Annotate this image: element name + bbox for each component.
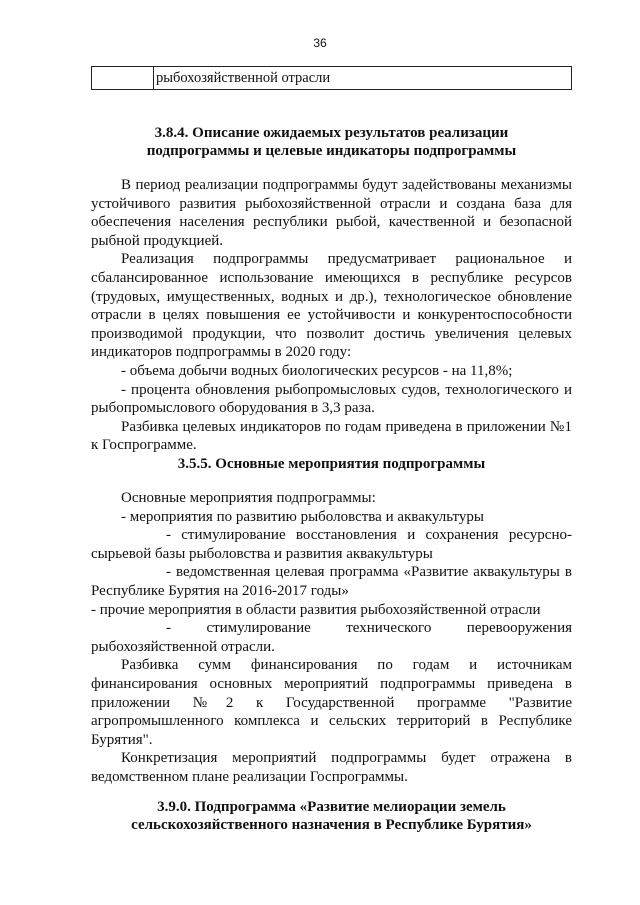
table-cell-empty — [92, 67, 154, 89]
list-item: - мероприятия по развитию рыболовства и аквакультуры — [121, 508, 484, 525]
paragraph: Конкретизация мероприятий подпрограммы будет отражена в ведомственном плане реализации Госпрограммы. — [91, 750, 572, 785]
section-heading — [91, 124, 572, 160]
paragraph: Разбивка целевых индикаторов по годам приведена в приложении №1 к Госпрограмме. — [91, 418, 572, 454]
table-row — [91, 66, 572, 90]
heading-line: 3.9.0. Подпрограмма «Развитие мелиорации земель — [157, 799, 506, 815]
list-item: - стимулирование восстановления и сохранения ресурсно-сырьевой базы рыболовства и развития аквакультуры — [91, 527, 572, 562]
table-cell-text: рыбохозяйственной отрасли — [156, 70, 331, 86]
page-number: 36 — [313, 36, 327, 50]
heading-line: подпрограммы и целевые индикаторы подпрограммы — [146, 143, 517, 159]
list-item: - процента обновления рыбопромысловых судов, технологического и рыбопромыслового оборудования в 3,3 раза. — [91, 381, 572, 417]
section-body — [91, 176, 572, 455]
paragraph: В период реализации подпрограммы будут задействованы механизмы устойчивого развития рыбохозяйственной отрасли и создана база для обеспечения населения республики рыбой, качественной и безопасной рыбной продукцией. — [91, 177, 572, 249]
heading-line: 3.8.4. Описание ожидаемых результатов реализации — [154, 125, 509, 141]
section-heading: 3.5.5. Основные мероприятия подпрограммы — [177, 456, 486, 472]
list-item: - ведомственная целевая программа «Развитие аквакультуры в Республике Бурятия на 2016-2017 годы» — [91, 564, 572, 599]
paragraph: Реализация подпрограммы предусматривает рациональное и сбалансированное использование имеющихся в республике ресурсов (трудовых, имущественных, водных и др.), технологическое обновление отрасли в целях повышения ее устойчивости и конкурентоспособности производимой продукции, что позволит достичь увеличения целевых индикаторов подпрограммы в 2020 году: — [91, 251, 572, 361]
section-heading — [91, 798, 572, 834]
paragraph: Основные мероприятия подпрограммы: — [121, 490, 376, 506]
section-body — [91, 489, 572, 787]
list-item: - объема добычи водных биологических ресурсов - на 11,8%; — [121, 362, 513, 379]
list-item: - прочие мероприятия в области развития рыбохозяйственной отрасли — [91, 601, 541, 618]
list-item: - стимулирование технического перевооружения рыбохозяйственной отрасли. — [91, 620, 572, 655]
heading-line: сельскохозяйственного назначения в Республике Бурятия» — [131, 817, 532, 833]
paragraph: Разбивка сумм финансирования по годам и источникам финансирования основных мероприятий подпрограммы приведена в приложении №2 к Государственной программе "Развитие агропромышленного комплекса и сельских территорий в Республике Бурятия". — [91, 657, 572, 748]
